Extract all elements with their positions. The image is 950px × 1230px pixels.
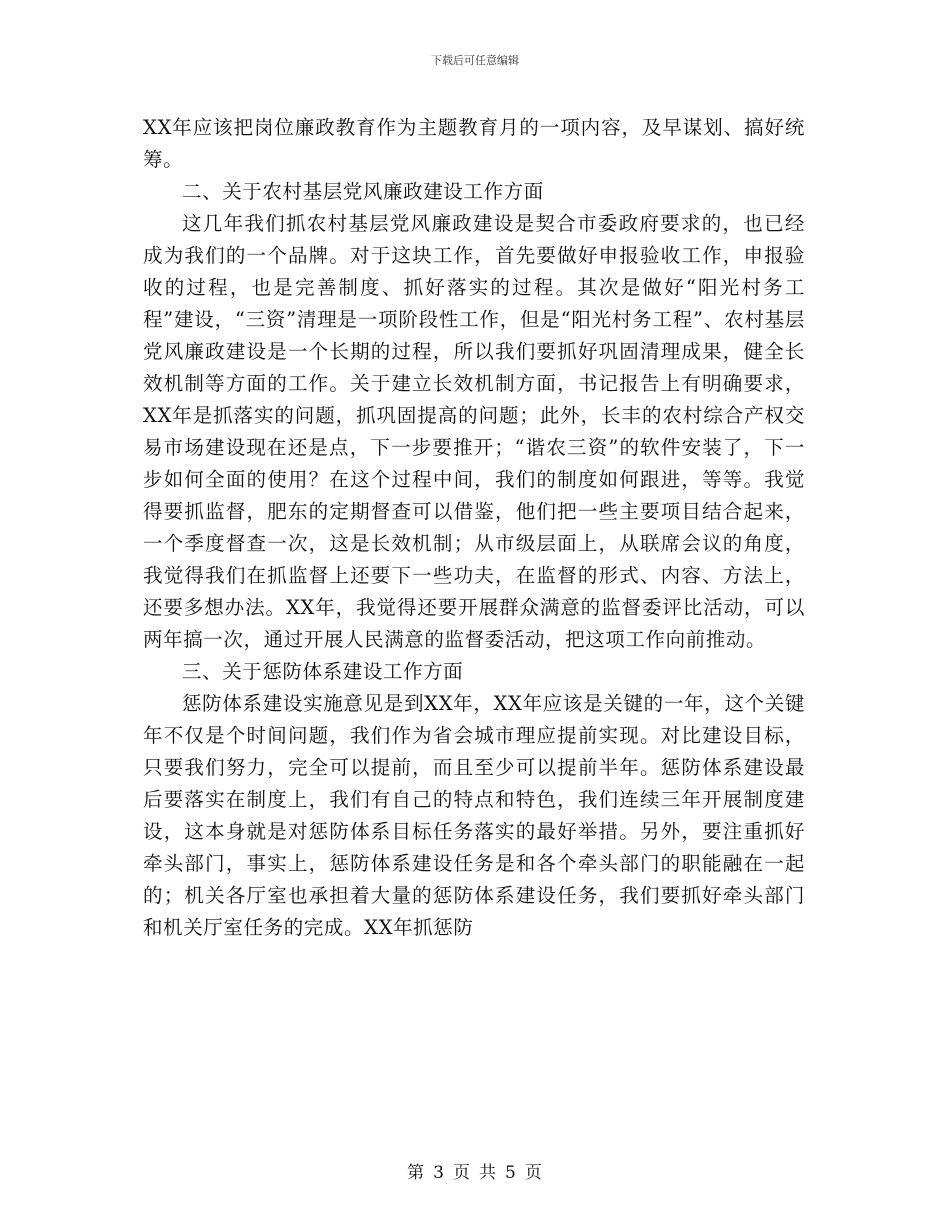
footer-suffix: 页: [524, 1163, 543, 1183]
document-body: [143, 112, 805, 944]
footer-page-word: 页: [453, 1163, 471, 1183]
section-heading-2: 二、关于农村基层党风廉政建设工作方面: [182, 180, 544, 203]
footer-total-label: 共: [479, 1163, 497, 1183]
paragraph-prevention-system: 惩防体系建设实施意见是到XX年，XX年应该是关键的一年，这个关键年不仅是个时间问题，我们作为省会城市理应提前实现。对比建设目标，只要我们努力，完全可以提前，而且至少可以提前半年。惩防体系建设最后要落实在制度上，我们有自己的特点和特色，我们连续三年开展制度建设，这本身就是对惩防体系目标任务落实的最好举措。另外，要注重抓好牵头部门，事实上，惩防体系建设任务是和各个牵头部门的职能融在一起的；机关各厅室也承担着大量的惩防体系建设任务，我们要抓好牵头部门和机关厅室任务的完成。XX年抓惩防: [143, 692, 805, 939]
paragraph-continuation: XX年应该把岗位廉政教育作为主题教育月的一项内容，及早谋划、搞好统筹。: [143, 116, 805, 171]
current-page-number: 3: [433, 1163, 445, 1183]
page-header: 下载后可任意编辑: [431, 54, 519, 67]
footer-prefix: 第: [407, 1163, 426, 1183]
total-pages-number: 5: [505, 1163, 517, 1183]
paragraph-rural-party-building: 这几年我们抓农村基层党风廉政建设是契合市委政府要求的，也已经成为我们的一个品牌。对于这块工作，首先要做好申报验收工作，申报验收的过程，也是完善制度、抓好落实的过程。其次是做好“阳光村务工程”建设，“三资”清理是一项阶段性工作，但是“阳光村务工程”、农村基层党风廉政建设是一个长期的过程，所以我们要抓好巩固清理成果，健全长效机制等方面的工作。关于建立长效机制方面，书记报告上有明确要求，XX年是抓落实的问题，抓巩固提高的问题；此外，长丰的农村综合产权交易市场建设现在还是点，下一步要推开；“谐农三资”的软件安装了，下一步如何全面的使用？在这个过程中间，我们的制度如何跟进，等等。我觉得要抓监督，肥东的定期督查可以借鉴，他们把一些主要项目结合起来，一个季度督查一次，这是长效机制；从市级层面上，从联席会议的角度，我觉得我们在抓监督上还要下一些功夫，在监督的形式、内容、方法上，还要多想办法。XX年，我觉得还要开展群众满意的监督委评比活动，可以两年搞一次，通过开展人民满意的监督委活动，把这项工作向前推动。: [143, 212, 805, 651]
page-footer: [0, 1158, 950, 1183]
section-heading-3: 三、关于惩防体系建设工作方面: [182, 660, 464, 683]
